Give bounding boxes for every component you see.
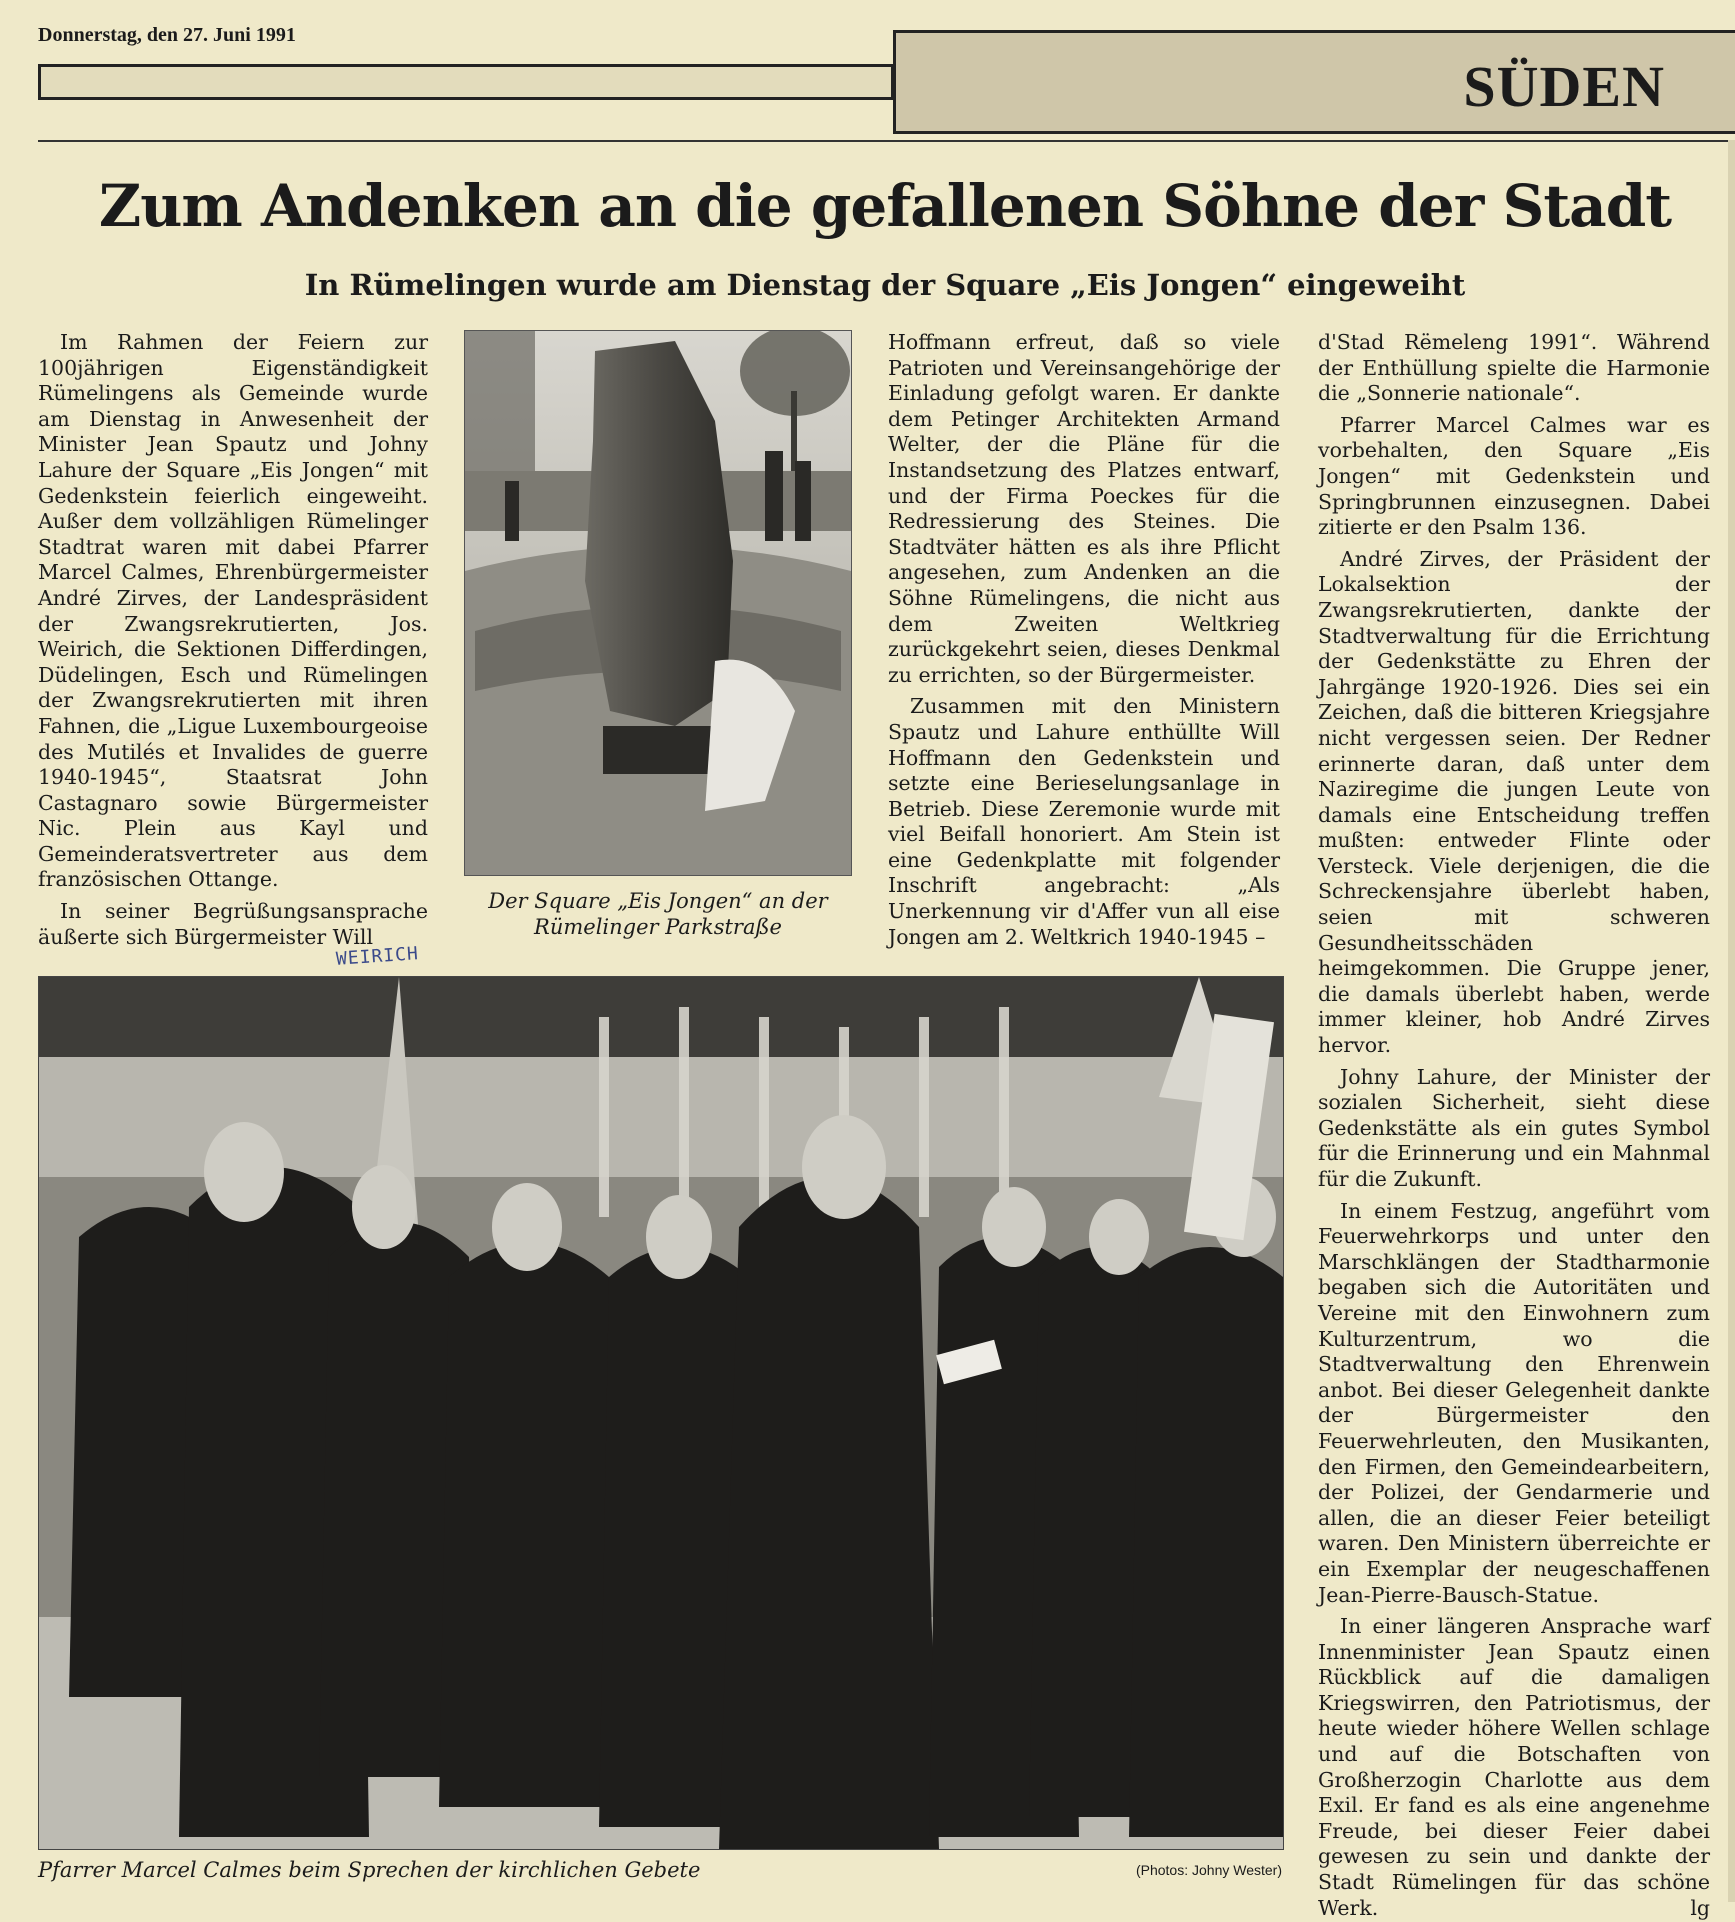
photo1-caption: Der Square „Eis Jongen“ an der Rümelinger Parkstraße (488, 889, 828, 939)
paragraph: Hoffmann erfreut, daß so viele Patrioten und Vereinsangehörige der Einladung gefolgt waren. Er dankte dem Petinger Architekten Armand Welter, der die Pläne für die Instandsetzung des Platzes entwarf, und der Firma Poeckes für die Redressierung des Steines. Die Stadtväter hätten es als ihre Pflicht angesehen, zum Andenken an die Söhne Rümelingens, die nicht aus dem Zweiten Weltkrieg zurückgekehrt seien, dieses Denkmal zu errichten, so der Bürgermeister. (888, 330, 1280, 687)
issue-date: Donnerstag, den 27. Juni 1991 (38, 24, 296, 46)
subheadline: In Rümelingen wurde am Dienstag der Square „Eis Jongen“ eingeweiht (304, 268, 1466, 302)
article-column-4 (1318, 330, 1710, 1922)
article-column-1 (38, 330, 428, 956)
article-column-3 (888, 330, 1280, 956)
photo2-caption: Pfarrer Marcel Calmes beim Sprechen der kirchlichen Gebete (38, 1858, 701, 1882)
headline: Zum Andenken an die gefallenen Söhne der Stadt (98, 172, 1672, 240)
header-divider (38, 140, 1735, 142)
handwritten-annotation: WEIRICH (335, 943, 420, 970)
section-banner (893, 30, 1735, 134)
adjacent-page-edge (1728, 140, 1735, 1902)
paragraph: Im Rahmen der Feiern zur 100jährigen Eigenständigkeit Rümelingens als Gemeinde wurde am Dienstag in Anwesenheit der Minister Jean Spautz und Johny Lahure der Square „Eis Jongen“ mit Gedenkstein feierlich eingeweiht. Außer dem vollzähligen Rümelinger Stadtrat waren mit dabei Pfarrer Marcel Calmes, Ehrenbürgermeister André Zirves, der Landespräsident der Zwangsrekrutierten, Jos. Weirich, die Sektionen Differdingen, Düdelingen, Esch und Rümelingen der Zwangsrekrutierten mit ihren Fahnen, die „Ligue Luxembourgeoise des Mutilés et Invalides de guerre 1940-1945“, Staatsrat John Castagnaro sowie Bürgermeister Nic. Plein aus Kayl und Gemeinderatsvertreter aus dem französischen Ottange. (38, 330, 428, 892)
ceremony-photo (38, 976, 1284, 1850)
section-title: SÜDEN (1463, 54, 1665, 119)
paragraph: d'Stad Rëmeleng 1991“. Während der Enthüllung spielte die Harmonie die „Sonnerie nationale“. (1318, 330, 1710, 406)
photo-credit: (Photos: Johny Wester) (1135, 1862, 1282, 1878)
paragraph: Pfarrer Marcel Calmes war es vorbehalten, den Square „Eis Jongen“ mit Gedenkstein und Springbrunnen einzusegnen. Dabei zitierte er den Psalm 136. (1318, 412, 1710, 540)
paragraph: André Zirves, der Präsident der Lokalsektion der Zwangsrekrutierten, dankte der Stadtverwaltung für die Errichtung der Gedenkstätte zu Ehren der Jahrgänge 1920-1926. Dies sei ein Zeichen, daß die bitteren Kriegsjahre nicht vergessen seien. Der Redner erinnerte daran, daß unter dem Naziregime die jungen Leute von damals eine Entscheidung treffen mußten: entweder Flinte oder Versteck. Viele derjenigen, die die Schreckensjahre überlebt haben, seien mit schweren Gesundheitsschäden heimgekommen. Die Gruppe jener, die damals überlebt haben, werde immer kleiner, hob André Zirves hervor. (1318, 546, 1710, 1058)
paragraph: Zusammen mit den Ministern Spautz und Lahure enthüllte Will Hoffmann den Gedenkstein und setzte eine Berieselungsanlage in Betrieb. Diese Zeremonie wurde mit viel Beifall honoriert. Am Stein ist eine Gedenkplatte mit folgender Inschrift angebracht: „Als Unerkennung vir d'Affer vun all eise Jongen am 2. Weltkrich 1940-1945 – (888, 694, 1280, 949)
memorial-stone-illustration (465, 331, 851, 875)
paragraph: In einer längeren Ansprache warf Innenminister Jean Spautz einen Rückblick auf die damaligen Kriegswirren, den Patriotismus, der heute wieder höhere Wellen schlage und auf die Botschaften von Großherzogin Charlotte aus dem Exil. Er fand es als eine angenehme Freude, bei dieser Feier dabei gewesen zu sein und dankte der Stadt Rümelingen für das schöne Werk. (1318, 1614, 1710, 1920)
ceremony-illustration (39, 977, 1283, 1849)
author-initials: lg (1690, 1896, 1710, 1921)
header-rule (38, 64, 894, 100)
paragraph: In seiner Begrüßungsansprache äußerte sich Bürgermeister Will (38, 899, 428, 949)
paragraph: Johny Lahure, der Minister der sozialen Sicherheit, sieht diese Gedenkstätte als ein gutes Symbol für die Erinnerung und ein Mahnmal für die Zukunft. (1318, 1064, 1710, 1191)
memorial-stone-photo (464, 330, 852, 876)
paragraph: In einem Festzug, angeführt vom Feuerwehrkorps und unter den Marschklängen der Stadtharmonie begaben sich die Autoritäten und Vereine mit den Einwohnern zum Kulturzentrum, wo die Stadtverwaltung den Ehrenwein anbot. Bei dieser Gelegenheit dankte der Bürgermeister den Feuerwehrleuten, den Musikanten, den Firmen, den Gemeindearbeitern, der Polizei, der Gendarmerie und allen, die an dieser Feier beteiligt waren. Den Ministern überreichte er ein Exemplar der neugeschaffenen Jean-Pierre-Bausch-Statue. (1318, 1198, 1710, 1607)
